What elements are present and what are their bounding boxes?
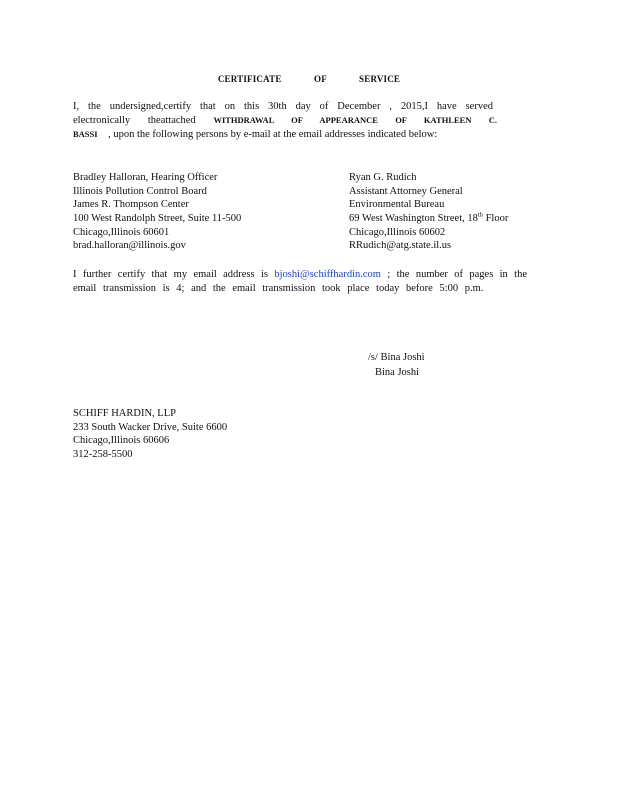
intro-line-3: BASSI , upon the following persons by e-mail at the email addresses indicated below: xyxy=(73,129,438,140)
recipient-city: Chicago,Illinois 60602 xyxy=(349,226,446,238)
recipient-block-halloran xyxy=(73,171,241,253)
further-line-2: email transmission is 4; and the email transmission took place today before 5:00 p.m. xyxy=(73,283,484,294)
document-reference-title: WITHDRAWAL OF APPEARANCE OF KATHLEEN C. xyxy=(213,115,497,125)
firm-address-street: 233 South Wacker Drive, Suite 6600 xyxy=(73,421,228,433)
email-link[interactable]: bjoshi@schiffhardin.com xyxy=(274,269,381,280)
firm-block xyxy=(73,407,227,462)
intro-line-2: electronically theattached WITHDRAWAL OF APPEARANCE OF KATHLEEN C. xyxy=(73,115,497,126)
recipient-name: Bradley Halloran, Hearing Officer xyxy=(73,172,218,183)
intro-line-1: I, the undersigned,certify that on this 30th day of December , 2015,I have served xyxy=(73,101,493,112)
recipient-title: Assistant Attorney General xyxy=(349,185,463,197)
recipient-email: RRudich@atg.state.il.us xyxy=(349,240,452,252)
signature-line: /s/ Bina Joshi xyxy=(368,352,425,363)
firm-address-city: Chicago,Illinois 60606 xyxy=(73,435,170,447)
recipient-building: James R. Thompson Center xyxy=(73,199,189,211)
firm-name: SCHIFF HARDIN, LLP xyxy=(73,408,176,419)
recipient-bureau: Environmental Bureau xyxy=(349,199,445,211)
firm-phone: 312-258-5500 xyxy=(73,449,133,461)
recipient-street: 69 West Washington Street, 18th Floor xyxy=(349,211,509,225)
recipient-organization: Illinois Pollution Control Board xyxy=(73,185,207,197)
recipient-email: brad.halloran@illinois.gov xyxy=(73,240,186,252)
recipient-block-rudich xyxy=(349,171,508,253)
signature-name: Bina Joshi xyxy=(375,367,420,378)
document-title: CERTIFICATE OF SERVICE xyxy=(217,74,401,84)
recipient-city: Chicago,Illinois 60601 xyxy=(73,226,170,238)
recipient-street: 100 West Randolph Street, Suite 11-500 xyxy=(73,213,242,225)
recipient-name: Ryan G. Rudich xyxy=(349,172,417,183)
further-line-1: I further certify that my email address is bjoshi@schiffhardin.com ; the number of pages in the xyxy=(73,269,528,280)
